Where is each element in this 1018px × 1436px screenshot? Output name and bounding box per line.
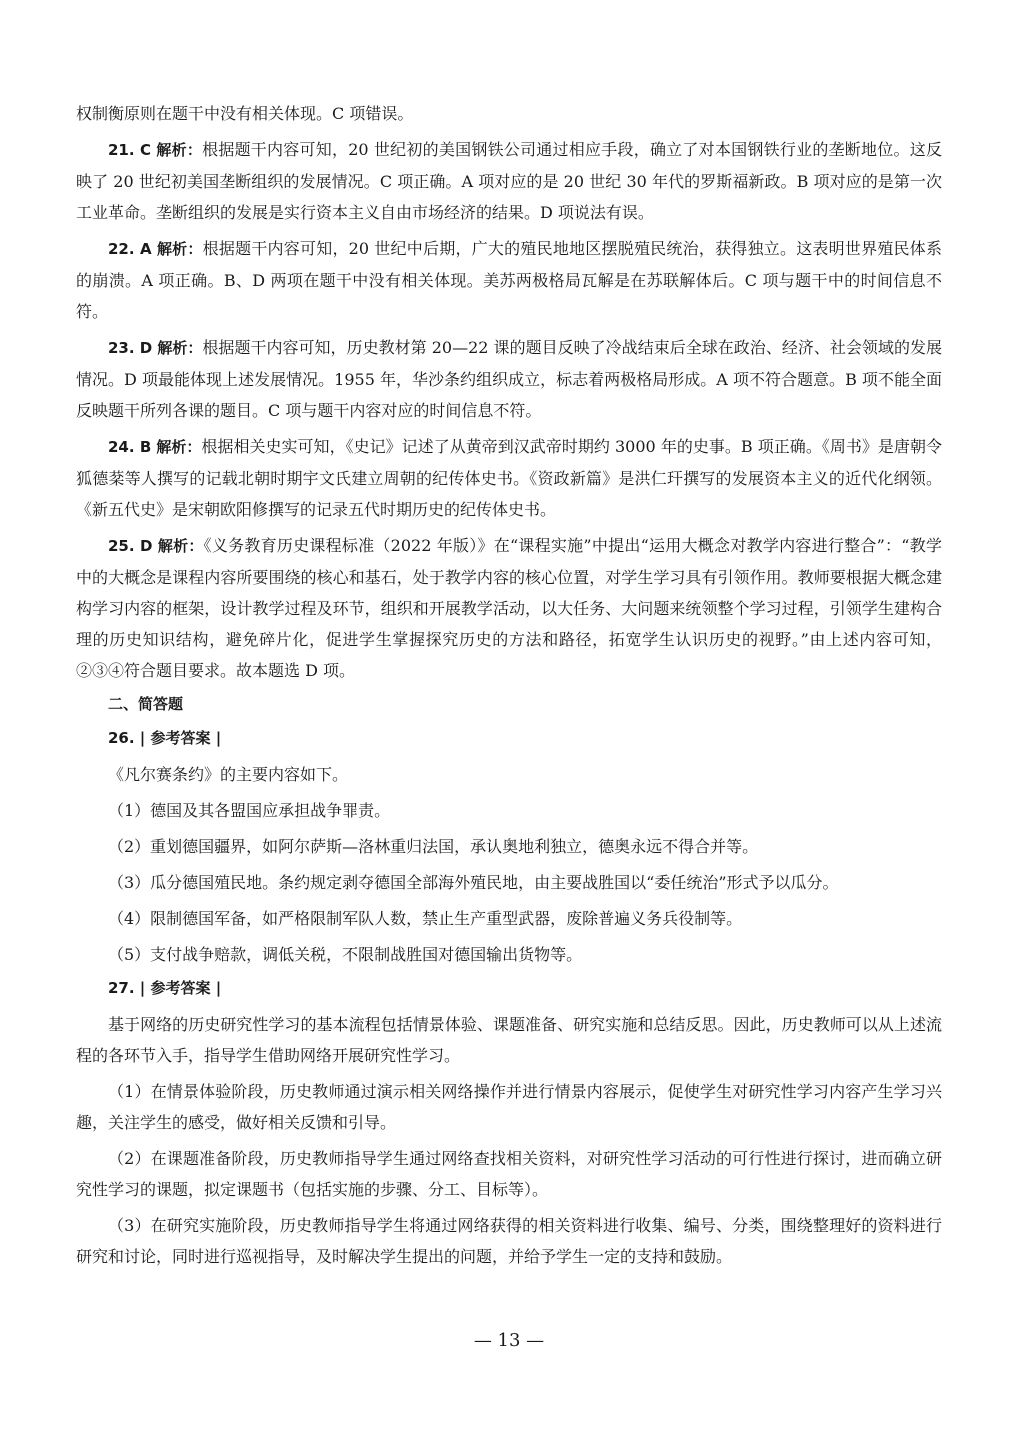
answer-26-item: （2）重划德国疆界，如阿尔萨斯—洛林重归法国，承认奥地利独立，德奥永远不得合并等。 (108, 837, 759, 856)
answer-24-number: 24. B (108, 438, 152, 456)
answer-23-text: 根据题干内容可知，历史教材第 20—22 课的题目反映了冷战结束后全球在政治、经济、社会领域的发展情况。D 项最能体现上述发展情况。1955 年，华沙条约组织成立，标志着两极格局形成。A 项不符合题意。B 项不能全面反映题干所列各课的题目。C 项与题干内容对应的时间信息不符。 (76, 338, 942, 420)
answer-22-text: 根据题干内容可知，20 世纪中后期，广大的殖民地地区摆脱殖民统治，获得独立。这表明世界殖民体系的崩溃。A 项正确。B、D 两项在题干中没有相关体现。美苏两极格局瓦解是在苏联解体后。C 项与题干中的时间信息不符。 (76, 239, 942, 321)
answer-24 (76, 431, 942, 525)
answer-27-item: （1）在情景体验阶段，历史教师通过演示相关网络操作并进行情景内容展示，促使学生对研究性学习内容产生学习兴趣，关注学生的感受，做好相关反馈和引导。 (76, 1082, 942, 1132)
answer-25-label: 解析： (157, 537, 204, 555)
answer-26-intro: 《凡尔赛条约》的主要内容如下。 (108, 765, 349, 784)
answer-26-item: （1）德国及其各盟国应承担战争罪责。 (108, 801, 391, 820)
answer-26-item: （4）限制德国军备，如严格限制军队人数，禁止生产重型武器，废除普遍义务兵役制等。 (108, 909, 743, 928)
answer-27-intro: 基于网络的历史研究性学习的基本流程包括情景体验、课题准备、研究实施和总结反思。因此，历史教师可以从上述流程的各环节入手，指导学生借助网络开展研究性学习。 (76, 1015, 942, 1065)
answer-23 (76, 332, 942, 426)
answer-26-item: （3）瓜分德国殖民地。条约规定剥夺德国全部海外殖民地，由主要战胜国以“委任统治”形式予以瓜分。 (108, 873, 839, 892)
answer-21-number: 21. C (108, 141, 152, 159)
answer-22-number: 22. A (108, 240, 152, 258)
answer-24-text: 根据相关史实可知，《史记》记述了从黄帝到汉武帝时期约 3000 年的史事。B 项正确。《周书》是唐朝令狐德棻等人撰写的记载北朝时期宇文氏建立周朝的纪传体史书。《资政新篇》是洪仁玕撰写的发展资本主义的近代化纲领。《新五代史》是宋朝欧阳修撰写的记录五代时期历史的纪传体史书。 (76, 437, 942, 519)
continued-line: 权制衡原则在题干中没有相关体现。C 项错误。 (76, 104, 414, 123)
answer-27-item: （3）在研究实施阶段，历史教师指导学生将通过网络获得的相关资料进行收集、编号、分类，围绕整理好的资料进行研究和讨论，同时进行巡视指导，及时解决学生提出的问题，并给予学生一定的支持和鼓励。 (76, 1216, 942, 1266)
answer-23-number: 23. D (108, 339, 153, 357)
answer-21-label: 解析： (156, 141, 203, 159)
answer-27-item: （2）在课题准备阶段，历史教师指导学生通过网络查找相关资料，对研究性学习活动的可行性进行探讨，进而确立研究性学习的课题，拟定课题书（包括实施的步骤、分工、目标等）。 (76, 1149, 942, 1199)
section-heading: 二、简答题 (108, 695, 184, 713)
answer-25 (76, 530, 942, 686)
answer-21-text: 根据题干内容可知，20 世纪初的美国钢铁公司通过相应手段，确立了对本国钢铁行业的垄断地位。这反映了 20 世纪初美国垄断组织的发展情况。C 项正确。A 项对应的是 20 世纪 30 年代的罗斯福新政。B 项对应的是第一次工业革命。垄断组织的发展是实行资本主义自由市场经济的结果。D 项说法有误。 (76, 140, 942, 222)
answer-25-text: 《义务教育历史课程标准（2022 年版）》在“课程实施”中提出“运用大概念对教学内容进行整合”：“教学中的大概念是课程内容所要围绕的核心和基石，处于教学内容的核心位置，对学生学习具有引领作用。教师要根据大概念建构学习内容的框架，设计教学过程及环节，组织和开展教学活动，以大任务、大问题来统领整个学习过程，引领学生建构合理的历史知识结构，避免碎片化，促进学生掌握探究历史的方法和路径，拓宽学生认识历史的视野。”由上述内容可知，②③④符合题目要求。故本题选 D 项。 (76, 536, 942, 680)
answer-26-heading: 26. | 参考答案 | (108, 729, 222, 747)
document-body (76, 98, 942, 1277)
answer-23-label: 解析： (157, 339, 203, 357)
answer-27-heading: 27. | 参考答案 | (108, 979, 222, 997)
answer-25-number: 25. D (108, 537, 153, 555)
answer-22 (76, 233, 942, 327)
answer-21 (76, 134, 942, 228)
page-number: — 13 — (473, 1330, 545, 1351)
answer-26-item: （5）支付战争赔款，调低关税，不限制战胜国对德国输出货物等。 (108, 945, 583, 964)
answer-24-label: 解析： (156, 438, 202, 456)
answer-22-label: 解析： (156, 240, 203, 258)
